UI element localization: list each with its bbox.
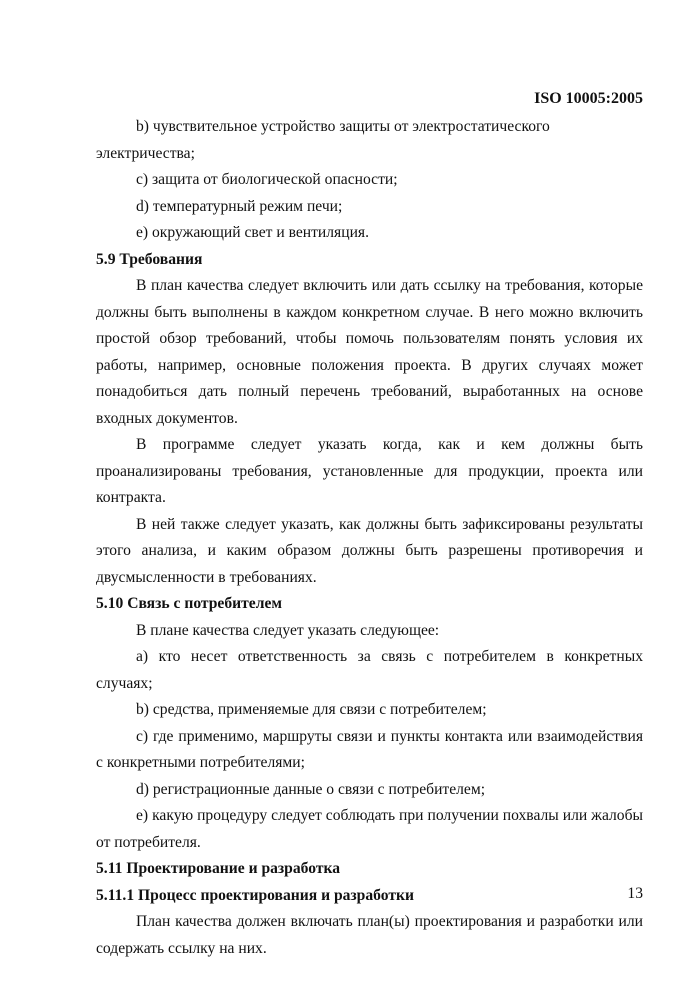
paragraph: В программе следует указать когда, как и кем должны быть проанализированы требования, установленные для продукции, проекта или контракта. — [96, 436, 643, 506]
section-heading-5-11-1: 5.11.1 Процесс проектирования и разработки — [96, 886, 414, 904]
list-item: c) защита от биологической опасности; — [136, 171, 398, 188]
paragraph: В ней также следует указать, как должны быть зафиксированы результаты этого анализа, и каким образом должны быть разрешены противоречия и двусмысленности в требованиях. — [96, 515, 643, 586]
list-item: e) какую процедуру следует соблюдать при получении похвалы или жалобы от потребителя. — [96, 807, 643, 851]
page-content — [96, 114, 643, 962]
list-item: a) кто несет ответственность за связь с потребителем в конкретных случаях; — [96, 648, 643, 692]
paragraph: В план качества следует включить или дать ссылку на требования, которые должны быть выполнены в каждом конкретном случае. В него можно включить простой обзор требований, чтобы помочь пользователям понять условия их работы, например, основные положения проекта. В других случаях может понадобиться дать полный перечень требований, выработанных на основе входных документов. — [96, 277, 643, 427]
list-item: b) чувствительное устройство защиты от электростатического электричества; — [96, 118, 550, 162]
section-heading-5-11: 5.11 Проектирование и разработка — [96, 860, 341, 877]
list-item: d) температурный режим печи; — [136, 197, 343, 215]
page-number: 13 — [627, 885, 643, 902]
section-heading-5-10: 5.10 Связь с потребителем — [96, 595, 283, 612]
list-item: d) регистрационные данные о связи с потребителем; — [136, 780, 486, 798]
list-item: b) средства, применяемые для связи с потребителем; — [136, 701, 487, 718]
paragraph: В плане качества следует указать следующее: — [136, 621, 440, 639]
paragraph: План качества должен включать план(ы) проектирования и разработки или содержать ссылку на них. — [96, 913, 643, 957]
section-heading-5-9: 5.9 Требования — [96, 250, 203, 268]
list-item: e) окружающий свет и вентиляция. — [136, 224, 369, 241]
document-id: ISO 10005:2005 — [534, 90, 643, 107]
list-item: c) где применимо, маршруты связи и пункты контакта или взаимодействия с конкретными потребителями; — [96, 727, 643, 771]
